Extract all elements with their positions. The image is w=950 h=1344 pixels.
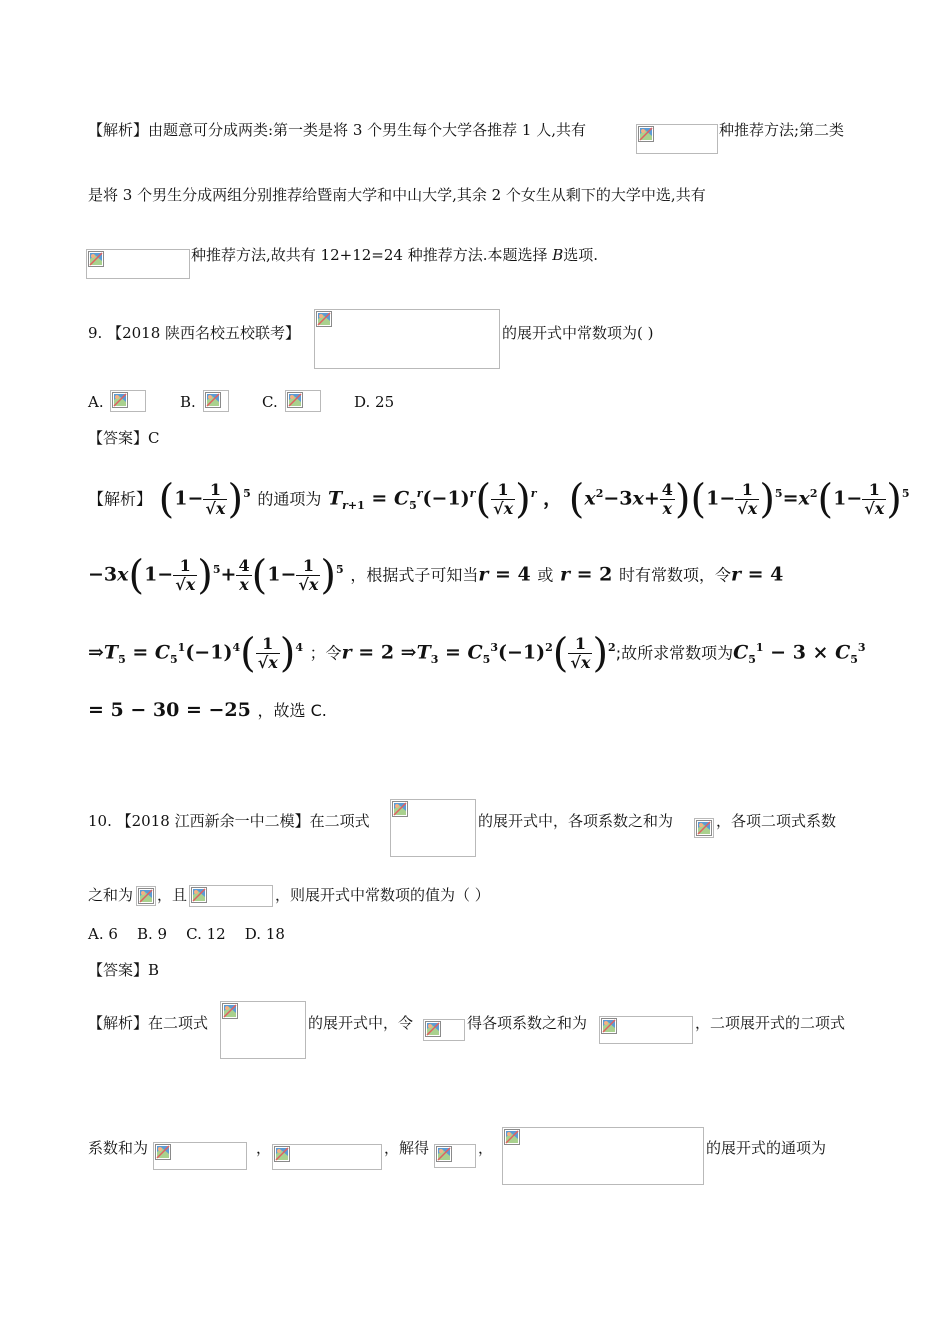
formula-image: [636, 124, 718, 154]
q9-solution-line1: 【解析】 (1− $\frac{1}{√x}$ )$^5$ 的通项为 $T_{r+1} = C_5^r(-1)^r$( $\frac{1}{√x}$ )$^r$ ， ($x^2-3x+$ $\frac{4}{x}$ )(1− $\frac{1}{√x}$ )$^5=x^2(1-$ $\frac{1}{√x}$ )$^5$: [88, 476, 910, 523]
broken-image-icon: [274, 1146, 290, 1162]
broken-image-icon: [88, 251, 104, 267]
q9-general-term-label: 的通项为: [257, 489, 322, 509]
formula-image: [390, 799, 476, 857]
formula-image: [189, 885, 273, 907]
broken-image-icon: [392, 801, 408, 817]
broken-image-icon: [696, 820, 712, 836]
q9-suffix: 的展开式中常数项为( ): [502, 324, 654, 342]
p8-line3-text: [191, 245, 598, 265]
q9-option-c-label: C.: [262, 393, 278, 411]
broken-image-icon: [138, 888, 154, 904]
formula-image: [599, 1016, 693, 1044]
q9-solution-line4: = 5 − 30 = −25 ，故选 C.: [88, 699, 327, 721]
p8-line3-choice: B: [552, 246, 564, 264]
formula-image: [153, 1142, 247, 1170]
q10-solution-d: ，二项展开式的二项式: [695, 1014, 846, 1032]
broken-image-icon: [601, 1018, 617, 1034]
broken-image-icon: [287, 392, 303, 408]
q9-solution-line3: $\Rightarrow T_5 = C_5^1(-1)^4$( $\frac{1}{√x}$ )$^4$ ；令r = 2 $\Rightarrow T_3 = C_5^3(-1)^2$( $\frac{1}{√x}$ )$^2$;故所求常数项为$C_5^1 - 3 \times C_5^3$: [88, 630, 866, 677]
q9-solution-or: 或: [537, 565, 554, 585]
q9-solution-let: ；令: [309, 643, 342, 663]
broken-image-icon: [155, 1144, 171, 1160]
q10-prefix: 10. 【2018 江西新余一中二模】在二项式: [88, 812, 370, 830]
q10-solution2-e: 的展开式的通项为: [706, 1139, 827, 1157]
q9-solution-so: ;故所求常数项为: [615, 643, 734, 663]
p8-line3-end: 选项.: [563, 246, 599, 264]
q9-solution-end: ，故选 C.: [257, 701, 327, 720]
broken-image-icon: [504, 1129, 520, 1145]
broken-image-icon: [222, 1003, 238, 1019]
formula-image: [285, 390, 321, 412]
formula-image: [220, 1001, 306, 1059]
broken-image-icon: [425, 1021, 441, 1037]
formula-image: [314, 309, 500, 369]
q10-tail: ，各项二项式系数: [716, 812, 837, 830]
broken-image-icon: [112, 392, 128, 408]
p8-line3-a: 种推荐方法,故共有 12+12=24 种推荐方法.本题选择: [191, 246, 553, 264]
q9-option-a-label: A.: [88, 393, 104, 411]
q10-solution2-c: ，解得: [384, 1139, 430, 1157]
formula-image: [694, 818, 714, 838]
q9-solution-head: 【解析】: [88, 489, 153, 509]
q9-answer: 【答案】C: [88, 429, 160, 447]
formula-image: [86, 249, 190, 279]
q10-line2-b: ，且: [157, 886, 188, 904]
formula-image: [136, 886, 156, 906]
formula-image: [272, 1144, 382, 1170]
formula-image: [423, 1019, 465, 1041]
broken-image-icon: [638, 126, 654, 142]
formula-image: [434, 1144, 476, 1168]
broken-image-icon: [191, 887, 207, 903]
q10-line2-a: 之和为: [88, 886, 134, 904]
q9-solution-line2: −3x(1− $\frac{1}{√x}$ )$^5$+ $\frac{4}{x}$ (1− $\frac{1}{√x}$ )$^5$ ，根据式子可知当r = 4 或 r = 2 时有常数项，令r = 4: [88, 552, 784, 599]
q9-prefix: 9. 【2018 陕西名校五校联考】: [88, 324, 301, 342]
q10-solution2-b: ，: [256, 1139, 272, 1157]
q10-answer: 【答案】B: [88, 961, 160, 979]
formula-image: [502, 1127, 704, 1185]
formula-image: [110, 390, 146, 412]
p8-line2-text: 是将 3 个男生分成两组分别推荐给暨南大学和中山大学,其余 2 个女生从剩下的大学中选,共有: [88, 186, 706, 204]
q10-solution-a: 【解析】在二项式: [88, 1014, 209, 1032]
q10-solution2-a: 系数和为: [88, 1139, 149, 1157]
q9-option-d: D. 25: [354, 393, 395, 411]
q9-solution-when: 时有常数项，令: [618, 565, 731, 585]
q10-options: A. 6 B. 9 C. 12 D. 18: [88, 925, 285, 943]
q10-line2-c: ，则展开式中常数项的值为（ ）: [275, 886, 490, 904]
p8-line1-text: 【解析】由题意可分成两类:第一类是将 3 个男生每个大学各推荐 1 人,共有: [88, 121, 586, 139]
q9-solution-text: ，根据式子可知当: [350, 565, 479, 585]
broken-image-icon: [205, 392, 221, 408]
q10-solution-b: 的展开式中，令: [308, 1014, 414, 1032]
broken-image-icon: [436, 1146, 452, 1162]
q10-solution2-d: ，: [478, 1139, 494, 1157]
q10-mid: 的展开式中，各项系数之和为: [478, 812, 674, 830]
formula-image: [203, 390, 229, 412]
q10-solution-c: 得各项系数之和为: [467, 1014, 588, 1032]
broken-image-icon: [316, 311, 332, 327]
q9-option-b-label: B.: [180, 393, 196, 411]
p8-line1-tail: 种推荐方法;第二类: [719, 121, 845, 139]
